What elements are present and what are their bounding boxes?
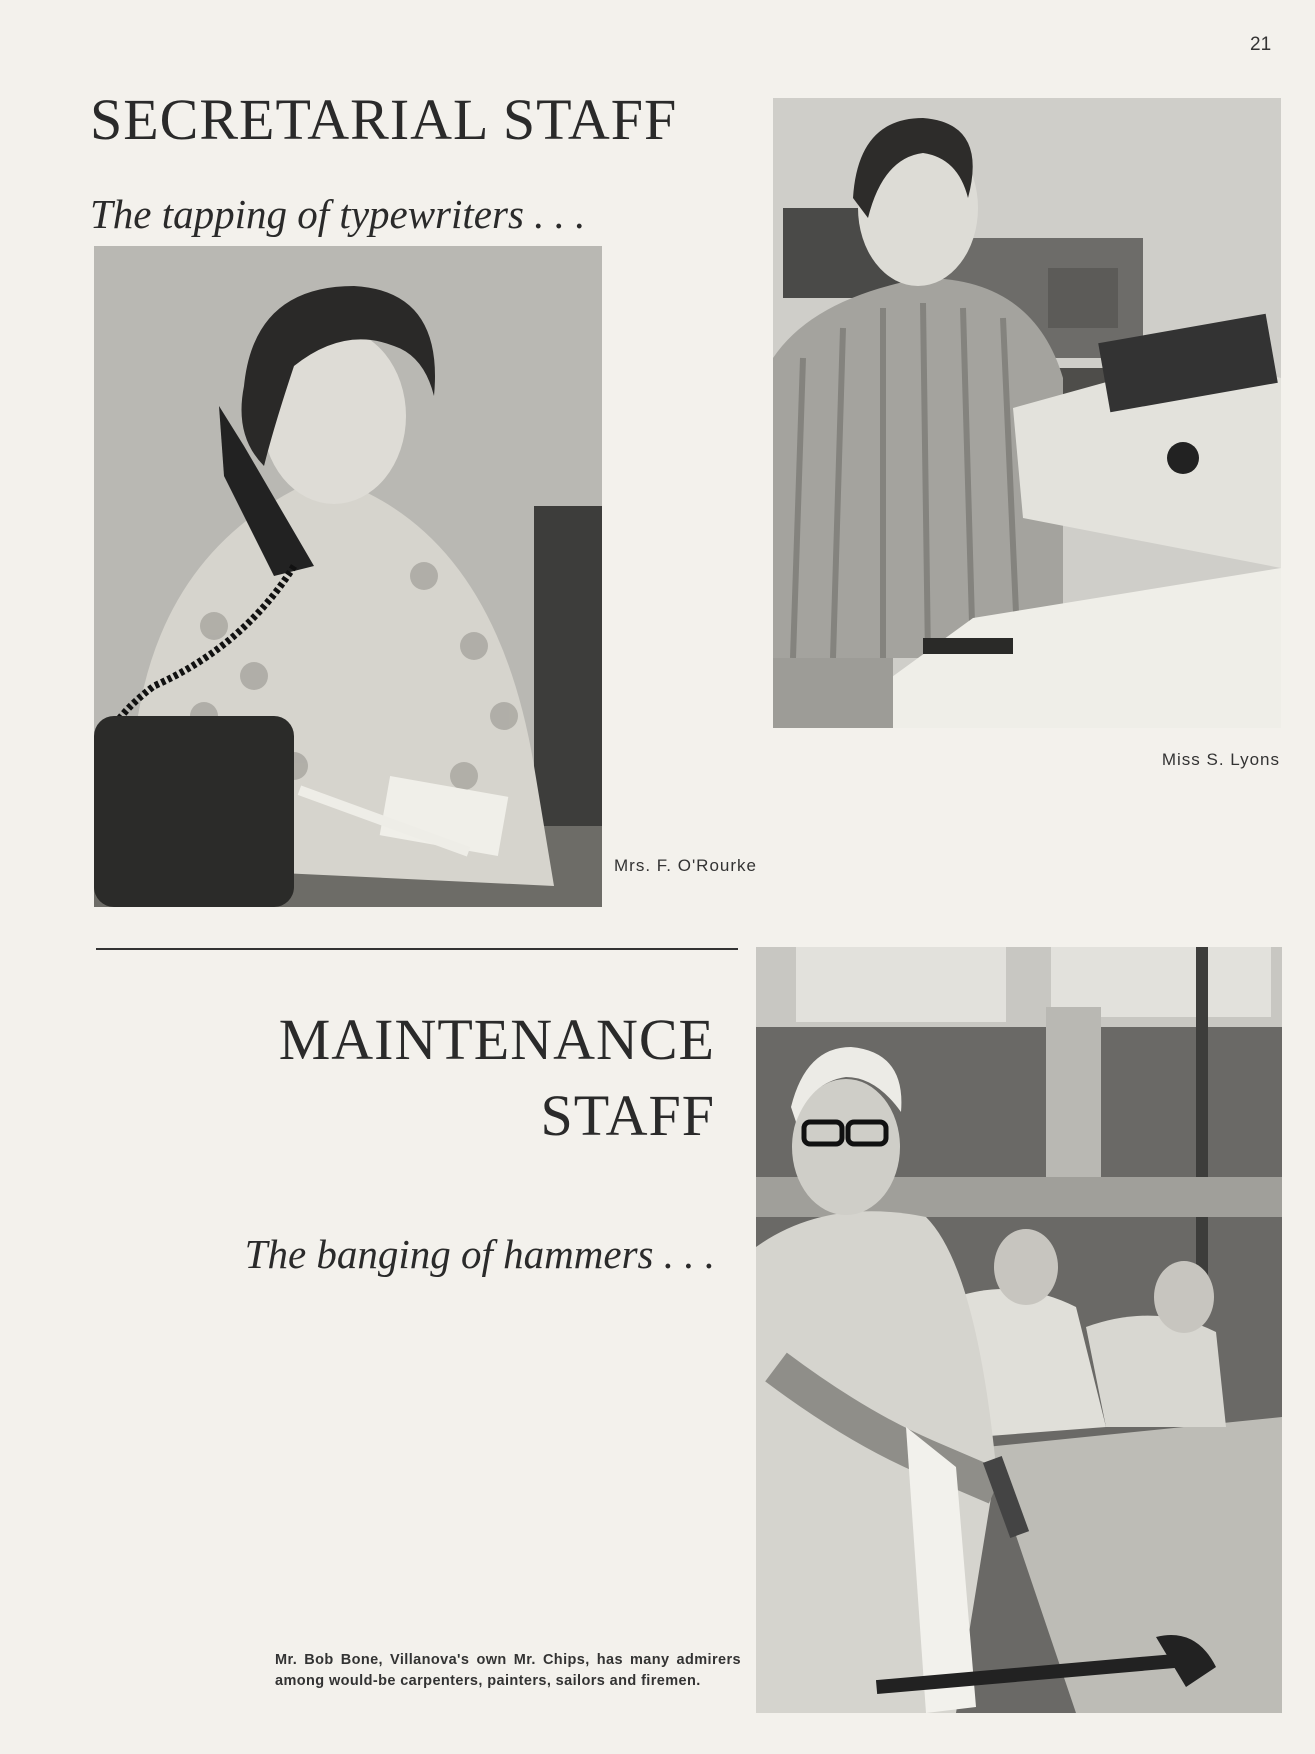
orourke-caption: Mrs. F. O'Rourke (614, 856, 757, 875)
lyons-caption: Miss S. Lyons (1161, 750, 1280, 769)
maintenance-heading-line2: STAFF (540, 1083, 715, 1148)
bone-caption: Mr. Bob Bone, Villanova's own Mr. Chips, has many admirers among would-be carpenters, painters, sailors and firemen. (275, 1652, 741, 1689)
section-divider (96, 948, 738, 950)
secretarial-tagline: The tapping of typewriters . . . (90, 191, 586, 237)
page-number: 21 (1250, 34, 1272, 55)
orourke-photo (94, 246, 602, 907)
maintenance-heading-line1: MAINTENANCE (278, 1007, 715, 1072)
lyons-photo (773, 98, 1281, 728)
secretarial-staff-heading: SECRETARIAL STAFF (90, 87, 678, 152)
bone-photo (756, 947, 1282, 1713)
maintenance-tagline: The banging of hammers . . . (244, 1231, 715, 1277)
maintenance-staff-heading (279, 1002, 715, 1154)
